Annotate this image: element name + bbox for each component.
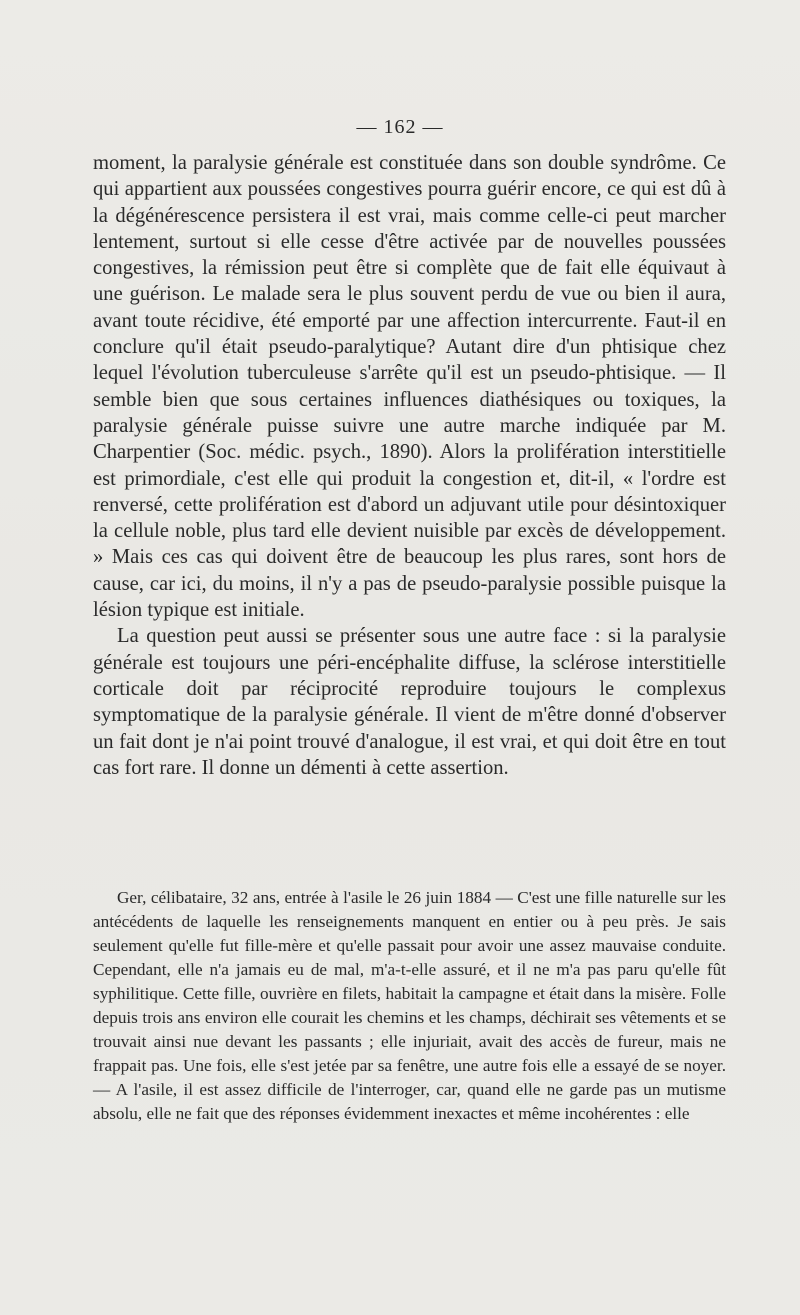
case-report <box>93 886 726 1126</box>
paragraph: La question peut aussi se présenter sous une autre face : si la paralysie générale est toujours une péri-encéphalite diffuse, la sclérose interstitielle corticale doit par réciprocité reproduire toujours le complexus symptomatique de la paralysie générale. Il vient de m'être donné d'observer un fait dont je n'ai point trouvé d'analogue, il est vrai, et qui doit être en tout cas fort rare. Il donne un démenti à cette assertion. <box>93 625 726 779</box>
case-report-paragraph: Ger, célibataire, 32 ans, entrée à l'asile le 26 juin 1884 — C'est une fille naturelle sur les antécédents de laquelle les renseignements manquent en entier ou à peu près. Je sais seulement qu'elle fut fille-mère et qu'elle passait pour avoir une assez mauvaise conduite. Cependant, elle n'a jamais eu de mal, m'a-t-elle assuré, et il ne m'a pas paru qu'elle fût syphilitique. Cette fille, ouvrière en filets, habitait la campagne et était dans la misère. Folle depuis trois ans environ elle courait les chemins et les champs, déchirait ses vêtements et se trouvait ainsi nue devant les passants ; elle injuriait, avait des accès de fureur, mais ne frappait pas. Une fois, elle s'est jetée par sa fenêtre, une autre fois elle a essayé de se noyer. — A l'asile, il est assez difficile de l'interroger, car, quand elle ne garde pas un mutisme absolu, elle ne fait que des réponses évidemment inexactes et même incohérentes : elle <box>93 888 726 1123</box>
body-text <box>93 150 726 781</box>
paragraph: moment, la paralysie générale est constituée dans son double syndrôme. Ce qui appartient aux poussées congestives pourra guérir encore, ce qui est dû à la dégénérescence persistera il est vrai, mais comme celle-ci peut marcher lentement, surtout si elle cesse d'être activée par de nouvelles poussées congestives, la rémission peut être si complète que de fait elle équivaut à une guérison. Le malade sera le plus souvent perdu de vue ou bien il aura, avant toute récidive, été emporté par une affection intercurrente. Faut-il en conclure qu'il était pseudo-paralytique? Autant dire d'un phtisique chez lequel l'évolution tuberculeuse s'arrête qu'il est un pseudo-phtisique. — Il semble bien que sous certaines influences diathésiques ou toxiques, la paralysie générale puisse suivre une autre marche indiquée par M. Charpentier (Soc. médic. psych., 1890). Alors la prolifération interstitielle est primordiale, c'est elle qui produit la congestion et, dit-il, « l'ordre est renversé, cette prolifération est d'abord un adjuvant utile pour désintoxiquer la cellule noble, plus tard elle devient nuisible par excès de développement. » Mais ces cas qui doivent être de beaucoup les plus rares, sont hors de cause, car ici, du moins, il n'y a pas de pseudo-paralysie possible puisque la lésion typique est initiale. <box>93 152 726 622</box>
page-number: — 162 — <box>356 116 444 138</box>
